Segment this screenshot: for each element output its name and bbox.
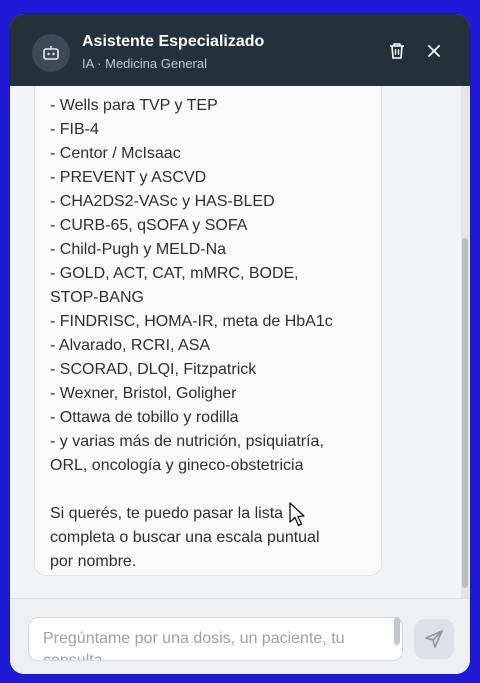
message-input[interactable]	[43, 628, 388, 661]
composer	[10, 598, 470, 674]
message-line: ORL, oncología y gineco-obstetricia	[50, 457, 304, 474]
chat-header	[10, 14, 470, 86]
message-line: - y varias más de nutrición, psiquiatría,	[50, 433, 324, 450]
message-line: - Child-Pugh y MELD-Na	[50, 241, 227, 258]
message-line: STOP-BANG	[50, 289, 144, 306]
message-line: Si querés, te puedo pasar la lista	[50, 505, 284, 522]
chat-widget	[10, 14, 470, 674]
message-line: - FINDRISC, HOMA-IR, meta de HbA1c	[50, 313, 333, 330]
message-line: completa o buscar una escala puntual	[50, 529, 320, 546]
chat-subtitle: IA · Medicina General	[82, 56, 208, 71]
chat-scrollbar[interactable]	[461, 86, 469, 598]
message-line: - GOLD, ACT, CAT, mMRC, BODE,	[50, 265, 299, 282]
message-line: - Ottawa de tobillo y rodilla	[50, 409, 239, 426]
message-line: - PREVENT y ASCVD	[50, 169, 207, 186]
message-line: - Centor / McIsaac	[50, 145, 181, 162]
message-line: - SCORAD, DLQI, Fitzpatrick	[50, 361, 257, 378]
message-spacer	[50, 478, 333, 502]
close-chat-button[interactable]	[421, 38, 447, 64]
message-line: - FIB-4	[50, 121, 99, 138]
close-icon	[426, 43, 442, 59]
message-input-box[interactable]	[28, 617, 403, 661]
send-icon	[424, 629, 444, 649]
send-button[interactable]	[414, 619, 454, 659]
chat-title: Asistente Especializado	[82, 33, 265, 50]
mouse-cursor-icon	[288, 502, 306, 533]
robot-icon	[32, 34, 70, 72]
message-line: por nombre.	[50, 553, 137, 570]
delete-chat-button[interactable]	[384, 38, 410, 64]
message-line: - CHA2DS2-VASc y HAS-BLED	[50, 193, 275, 210]
message-list[interactable]	[10, 86, 470, 598]
message-line: - Wells para TVP y TEP	[50, 97, 218, 114]
input-scrollbar[interactable]	[394, 617, 400, 645]
chat-scrollbar-thumb[interactable]	[462, 238, 468, 588]
message-line: - Wexner, Bristol, Goligher	[50, 385, 237, 402]
message-line: - Alvarado, RCRI, ASA	[50, 337, 211, 354]
trash-icon	[388, 41, 406, 61]
message-line: - CURB-65, qSOFA y SOFA	[50, 217, 248, 234]
